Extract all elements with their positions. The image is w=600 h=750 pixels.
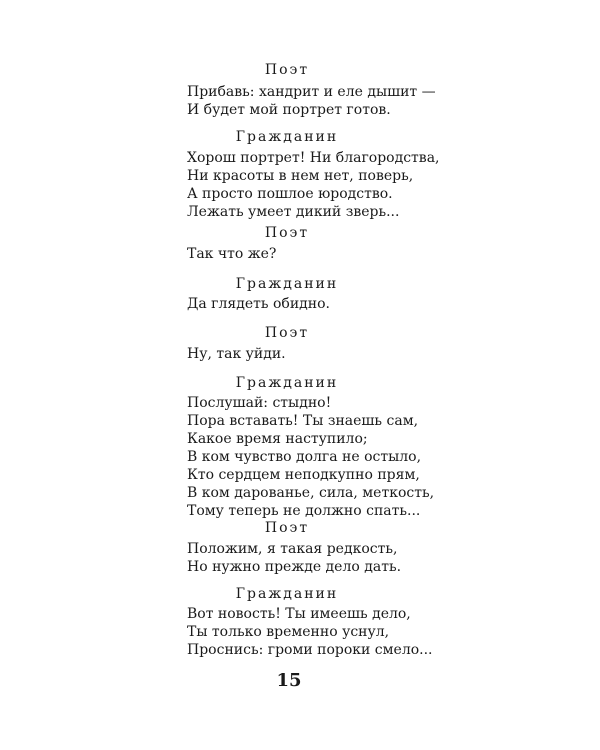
speaker-name: Гражданин [235,129,339,145]
verse-line: Кто сердцем неподкупно прям, [187,467,420,483]
verse-line: И будет мой портрет готов. [187,102,391,118]
verse-line: Хорош портрет! Ни благородства, [187,150,440,166]
verse-line: Но нужно прежде дело дать. [187,559,402,575]
speaker-name: Поэт [264,520,310,536]
verse-line: А просто пошлое юродство. [187,186,393,202]
verse-line: Ты только временно уснул, [187,624,390,640]
verse-line: Вот новость! Ты имеешь дело, [187,606,411,622]
verse-line: Тому теперь не должно спать... [187,503,421,519]
verse-line: Послушай: стыдно! [187,395,332,411]
speaker-name: Гражданин [235,375,339,391]
verse-line: Прибавь: хандрит и еле дышит — [187,84,436,100]
verse-line: Какое время наступило; [187,431,368,447]
verse-line: Проснись: громи пороки смело... [187,642,433,658]
speaker-name: Поэт [264,62,310,78]
verse-line: Положим, я такая редкость, [187,541,398,557]
speaker-name: Поэт [264,325,310,341]
speaker-name: Гражданин [235,276,339,292]
verse-line: Ну, так уйди. [187,346,286,362]
verse-line: В ком дарованье, сила, меткость, [187,485,435,501]
verse-line: Пора вставать! Ты знаешь сам, [187,413,419,429]
page-number: 15 [276,670,302,691]
verse-line: Да глядеть обидно. [187,296,330,312]
verse-line: Так что же? [187,246,277,262]
verse-line: Ни красоты в нем нет, поверь, [187,168,414,184]
verse-line: Лежать умеет дикий зверь... [187,204,400,220]
speaker-name: Гражданин [235,586,339,602]
speaker-name: Поэт [264,225,310,241]
verse-line: В ком чувство долга не остыло, [187,449,422,465]
